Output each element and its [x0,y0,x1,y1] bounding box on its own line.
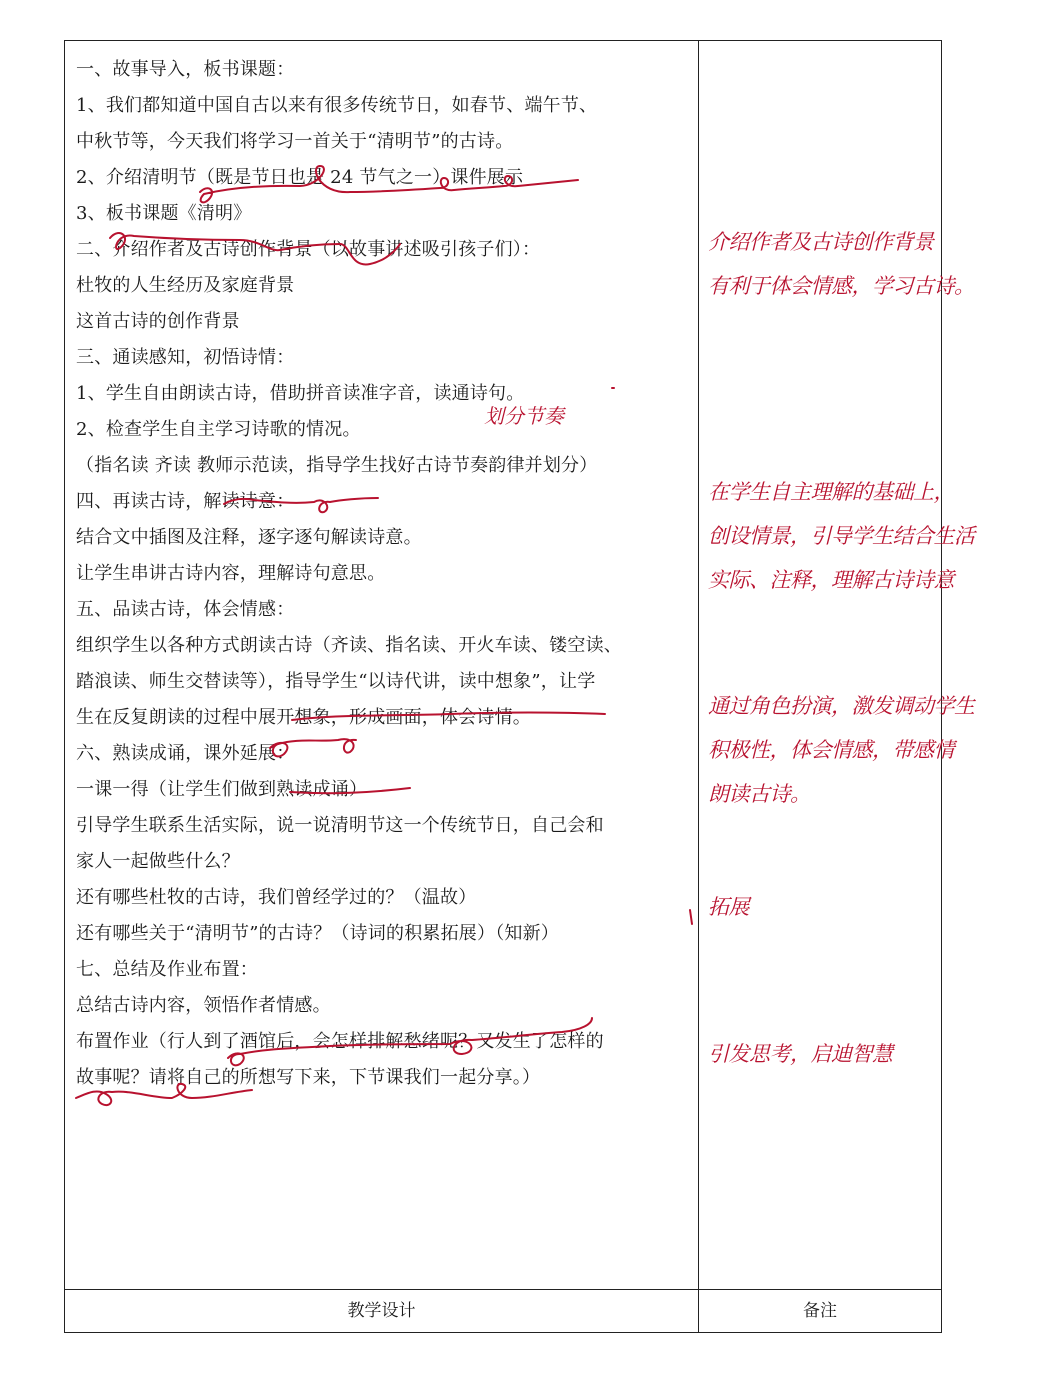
lesson-line: 布置作业（行人到了酒馆后，会怎样排解愁绪呢？又发生了怎样的 [76,1031,604,1052]
footer-teaching-design: 教学设计 [347,1301,416,1321]
lesson-line: 中秋节等，今天我们将学习一首关于“清明节”的古诗。 [76,131,514,152]
lesson-line: 结合文中插图及注释，逐字逐句解读诗意。 [76,527,422,548]
remark-line: 朗读古诗。 [708,782,811,806]
lesson-line: 2、检查学生自主学习诗歌的情况。 [76,419,361,440]
lesson-line: 一、故事导入，板书课题： [76,59,295,80]
handwritten-remark [708,1032,944,1076]
lesson-line: 1、学生自由朗读古诗，借助拼音读准字音，读通诗句。 [76,383,525,404]
handwritten-remark [708,885,944,929]
lesson-line: 二、介绍作者及古诗创作背景（以故事讲述吸引孩子们）： [76,239,541,260]
lesson-line: 七、总结及作业布置： [76,959,258,980]
lesson-line: 五、品读古诗，体会情感： [76,599,295,620]
lesson-line: 3、板书课题《清明》 [76,203,252,224]
remark-line: 实际、注释，理解古诗诗意 [708,568,954,592]
lesson-line: 四、再读古诗，解读诗意： [76,491,295,512]
lesson-line: 引导学生联系生活实际，说一说清明节这一个传统节日，自己会和 [76,815,604,836]
lesson-line: 1、我们都知道中国自古以来有很多传统节日，如春节、端午节、 [76,95,598,116]
lesson-line: 生在反复朗读的过程中展开想象，形成画面，体会诗情。 [76,707,531,728]
lesson-line: 组织学生以各种方式朗读古诗（齐读、指名读、开火车读、镂空读、 [76,635,622,656]
lesson-line: 踏浪读、师生交替读等），指导学生“以诗代讲，读中想象”，让学 [76,671,596,692]
lesson-line: 这首古诗的创作背景 [76,311,240,332]
lesson-line: （指名读 齐读 教师示范读，指导学生找好古诗节奏韵律并划分） [76,455,598,476]
remark-line: 有利于体会情感，学习古诗。 [708,274,975,298]
lesson-line: 还有哪些杜牧的古诗，我们曾经学过的？（温故） [76,887,477,908]
lesson-content [76,52,696,1096]
lesson-line: 一课一得（让学生们做到熟读成诵） [76,779,368,800]
remark-line: 引发思考，启迪智慧 [708,1042,893,1066]
lesson-line: 总结古诗内容，领悟作者情感。 [76,995,331,1016]
lesson-line: 还有哪些关于“清明节”的古诗？（诗词的积累拓展）（知新） [76,923,560,944]
lesson-line: 杜牧的人生经历及家庭背景 [76,275,295,296]
remark-line: 介绍作者及古诗创作背景 [708,230,934,254]
column-divider [698,41,699,1332]
footer-remarks: 备注 [803,1301,837,1321]
lesson-line: 让学生串讲古诗内容，理解诗句意思。 [76,563,386,584]
handwritten-inline-note: 划分节奏 [484,404,564,428]
lesson-line: 故事呢？请将自己的所想写下来，下节课我们一起分享。） [76,1067,541,1088]
handwritten-remark [708,470,975,602]
handwritten-remark [708,684,975,816]
remark-line: 创设情景，引导学生结合生活 [708,524,975,548]
remark-line: 在学生自主理解的基础上， [708,480,954,504]
lesson-line: 2、介绍清明节（既是节日也是 24 节气之一）课件展示 [76,167,524,188]
lesson-line: 六、熟读成诵，课外延展： [76,743,295,764]
handwritten-remark [708,220,975,308]
footer-row-divider [65,1289,941,1290]
lesson-line: 三、通读感知，初悟诗情： [76,347,295,368]
lesson-line: 家人一起做些什么？ [76,851,240,872]
remark-line: 拓展 [708,895,749,919]
remark-line: 积极性，体会情感，带感情 [708,738,954,762]
remark-line: 通过角色扮演，激发调动学生 [708,694,975,718]
